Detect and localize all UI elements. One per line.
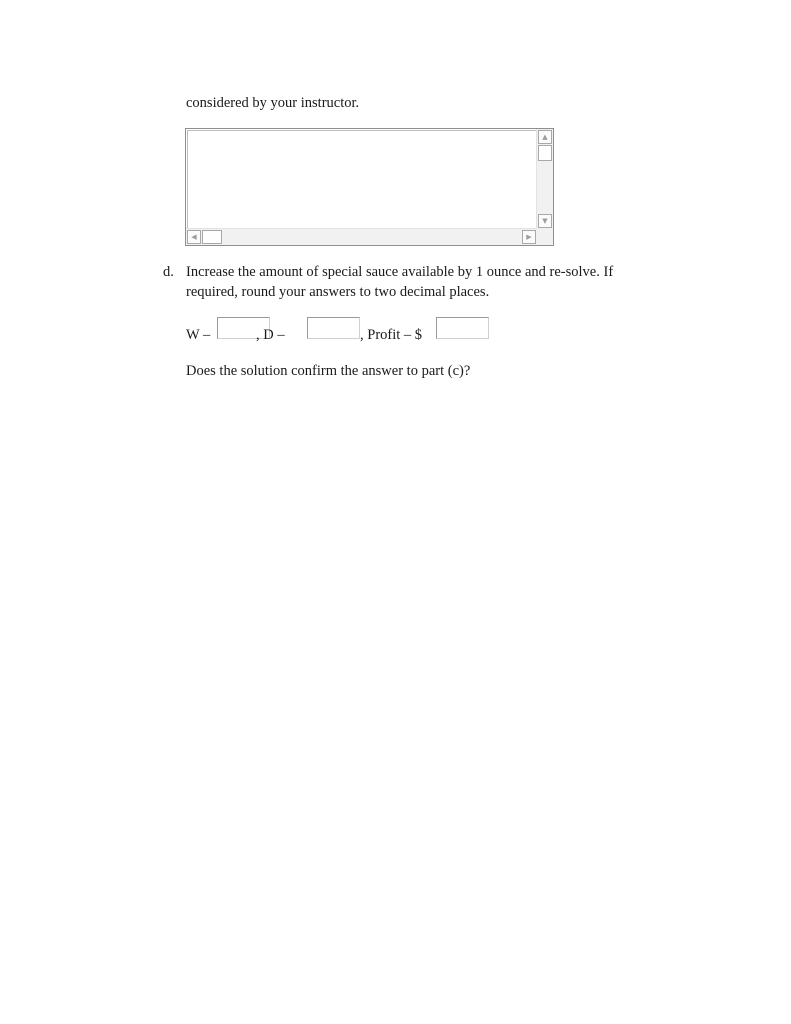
part-d-instruction-line2: required, round your answers to two decimal places. — [186, 284, 490, 300]
d-label: , D – — [256, 327, 285, 343]
scrollbar-corner — [537, 229, 553, 245]
part-d-marker: d. — [163, 264, 174, 280]
explanation-textarea[interactable] — [185, 128, 554, 246]
horizontal-scroll-thumb[interactable] — [202, 230, 222, 244]
scroll-down-icon[interactable]: ▼ — [538, 214, 552, 228]
profit-label: , Profit – $ — [360, 327, 423, 343]
vertical-scroll-thumb[interactable] — [538, 145, 552, 161]
explanation-textarea-field[interactable] — [187, 130, 536, 228]
profit-input[interactable] — [436, 317, 489, 339]
horizontal-scrollbar[interactable] — [186, 228, 537, 245]
scroll-right-icon[interactable]: ▶ — [522, 230, 536, 244]
scroll-up-icon[interactable]: ▲ — [538, 130, 552, 144]
part-d-instruction-line1: Increase the amount of special sauce available by 1 ounce and re-solve. If — [186, 264, 614, 280]
part-d-question: Does the solution confirm the answer to part (c)? — [186, 363, 471, 379]
scroll-left-icon[interactable]: ◀ — [187, 230, 201, 244]
intro-tail-text: considered by your instructor. — [186, 95, 360, 111]
vertical-scrollbar[interactable] — [536, 129, 553, 229]
d-input[interactable] — [307, 317, 360, 339]
w-label: W – — [186, 327, 211, 343]
